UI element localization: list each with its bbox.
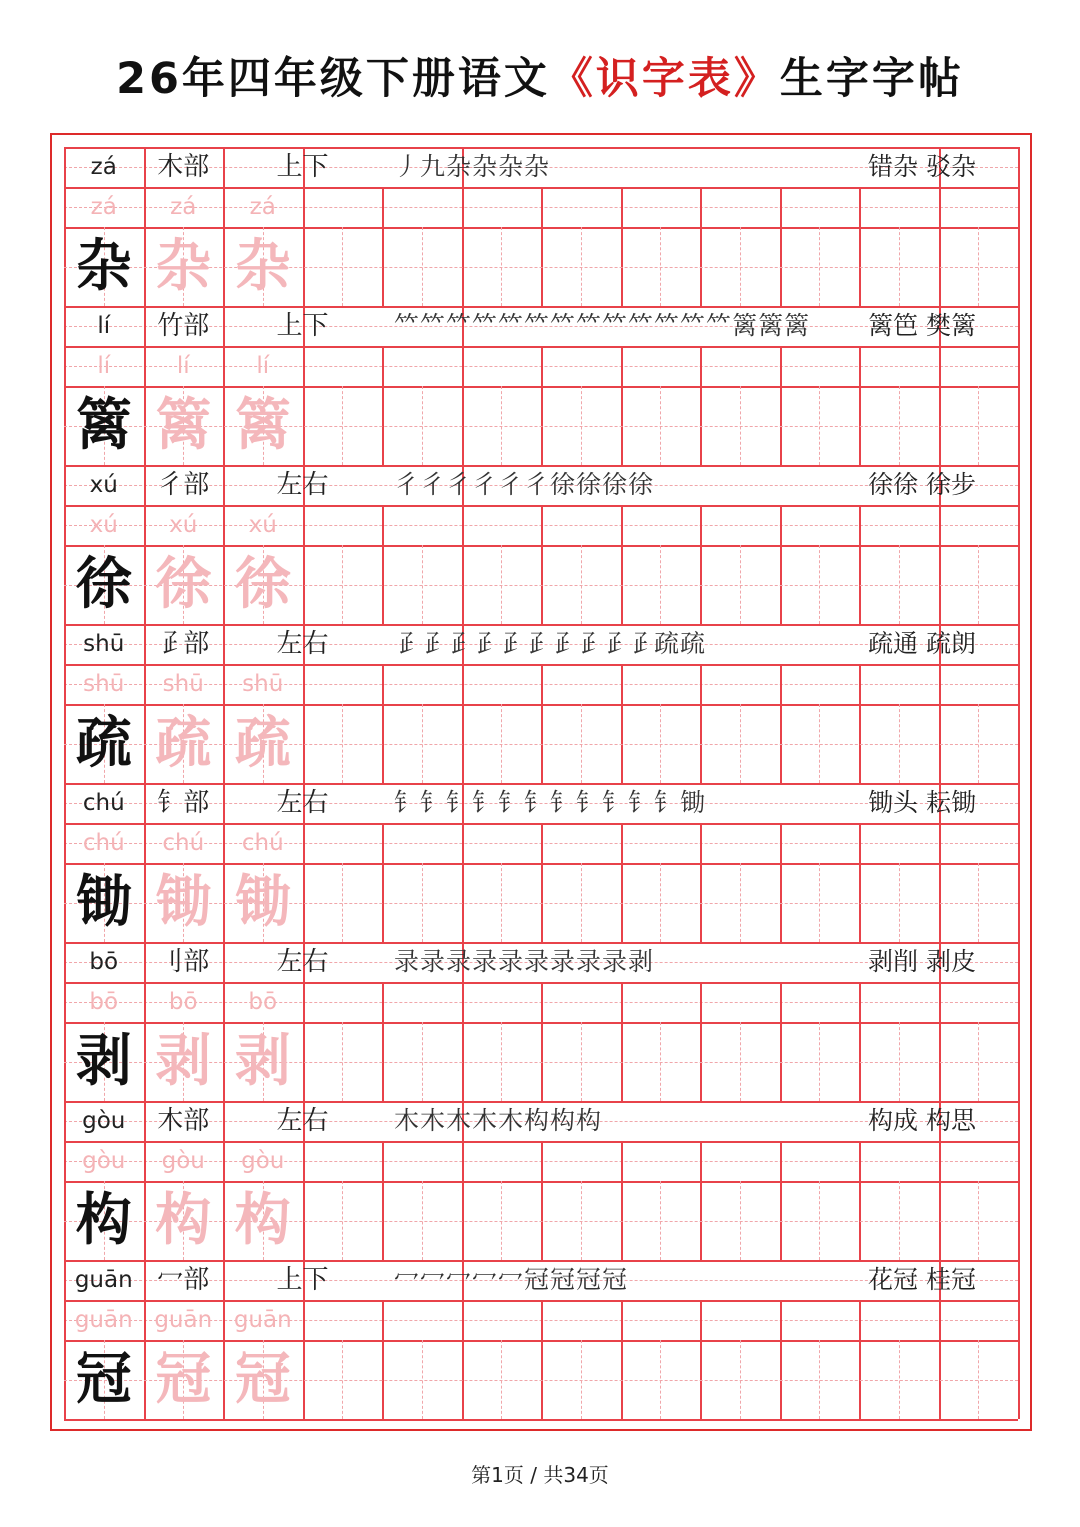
page-title — [0, 44, 1080, 114]
grid-line — [1018, 624, 1020, 783]
character-block — [64, 1101, 1018, 1260]
pinyin-trace: lí — [256, 353, 270, 379]
grid-line — [700, 1141, 702, 1260]
stroke-order: 𥫗𥫗𥫗𥫗𥫗𥫗𥫗𥫗𥫗𥫗𥫗𥫗𥫗篱篱篱 — [394, 311, 811, 340]
grid-line — [621, 823, 623, 942]
grid-line — [780, 346, 782, 465]
radical: 钅部 — [157, 788, 210, 818]
grid-line — [382, 187, 384, 306]
grid-line — [700, 823, 702, 942]
structure: 左右 — [276, 947, 329, 977]
stroke-order: 彳彳彳彳彳彳徐徐徐徐 — [394, 470, 655, 499]
pinyin-trace: xú — [169, 512, 198, 538]
stroke-order: 丿九杂杂杂杂 — [394, 152, 551, 181]
pinyin-trace: chú — [82, 830, 125, 856]
character: 锄 — [75, 869, 132, 935]
grid-line — [382, 505, 384, 624]
grid-line — [382, 1300, 384, 1419]
pinyin: xú — [89, 472, 118, 498]
grid-line — [780, 1141, 782, 1260]
character-trace: 疏 — [234, 710, 291, 776]
pinyin-trace: chú — [241, 830, 284, 856]
stroke-order: 冖冖冖冖冖冠冠冠冠 — [394, 1265, 629, 1294]
grid-line — [621, 187, 623, 306]
pinyin-trace: guān — [233, 1307, 292, 1333]
grid-line — [780, 187, 782, 306]
pinyin-trace: lí — [97, 353, 111, 379]
character: 杂 — [75, 233, 132, 299]
radical: 木部 — [157, 1106, 210, 1136]
character-block — [64, 783, 1018, 942]
title-prefix: 26年四年级下册语文 — [116, 54, 550, 104]
page-footer: 第1页 / 共34页 — [471, 1463, 609, 1487]
grid-line — [700, 187, 702, 306]
character: 疏 — [75, 710, 132, 776]
grid-line — [382, 1141, 384, 1260]
character-trace: 冠 — [155, 1346, 212, 1412]
character-trace: 杂 — [155, 233, 212, 299]
stroke-order: 录录录录录录录录录剥 — [394, 947, 655, 976]
character-trace: 剥 — [155, 1028, 212, 1094]
pinyin-trace: guān — [74, 1307, 133, 1333]
grid-line — [859, 982, 861, 1101]
character-trace: 锄 — [234, 869, 291, 935]
grid-line — [621, 982, 623, 1101]
pinyin: zá — [90, 154, 117, 180]
pinyin: bō — [89, 949, 119, 975]
character-block — [64, 942, 1018, 1101]
pinyin-trace: shū — [83, 671, 125, 697]
pinyin: gòu — [82, 1108, 126, 1134]
title-highlight: 《识字表》 — [549, 54, 780, 104]
stroke-order: 𤴔𤴔𤴔𤴔𤴔𤴔𤴔𤴔𤴔𤴔疏疏 — [394, 629, 707, 658]
grid-line — [541, 664, 543, 783]
grid-line — [780, 982, 782, 1101]
structure: 左右 — [276, 788, 329, 818]
radical: 竹部 — [157, 311, 210, 341]
practice-grid — [64, 147, 1018, 1419]
example-words: 徐徐 徐步 — [868, 470, 976, 499]
grid-line — [1018, 1101, 1020, 1260]
character-trace: 构 — [155, 1187, 212, 1253]
character-trace: 锄 — [155, 869, 212, 935]
character-block — [64, 306, 1018, 465]
pinyin-trace: gòu — [241, 1148, 285, 1174]
pinyin: lí — [97, 313, 111, 339]
grid-line — [1018, 147, 1020, 306]
pinyin-trace: bō — [168, 989, 198, 1015]
grid-line — [541, 346, 543, 465]
grid-line — [1018, 783, 1020, 942]
example-words: 锄头 耘锄 — [868, 788, 976, 817]
character-trace: 篱 — [234, 392, 291, 458]
grid-line — [1018, 465, 1020, 624]
pinyin: guān — [74, 1267, 133, 1293]
structure: 上下 — [276, 1265, 329, 1295]
pinyin-trace: xú — [248, 512, 277, 538]
pinyin-trace: xú — [89, 512, 118, 538]
character-block — [64, 1260, 1018, 1419]
character-block — [64, 465, 1018, 624]
example-words: 错杂 驳杂 — [868, 152, 976, 181]
grid-line — [780, 505, 782, 624]
structure: 左右 — [276, 470, 329, 500]
pinyin-trace: chú — [162, 830, 205, 856]
radical: 刂部 — [157, 947, 210, 977]
grid-line — [541, 982, 543, 1101]
grid-line — [621, 1300, 623, 1419]
grid-line — [541, 187, 543, 306]
character-trace: 篱 — [155, 392, 212, 458]
radical: 冖部 — [157, 1265, 210, 1295]
grid-line — [621, 664, 623, 783]
grid-line — [859, 1141, 861, 1260]
pinyin-trace: shū — [242, 671, 284, 697]
character-trace: 徐 — [155, 551, 212, 617]
grid-line — [621, 1141, 623, 1260]
grid-line — [382, 664, 384, 783]
grid-line — [382, 982, 384, 1101]
pinyin-trace: gòu — [161, 1148, 205, 1174]
grid-line — [621, 505, 623, 624]
pinyin: chú — [82, 790, 125, 816]
pinyin-trace: lí — [176, 353, 190, 379]
structure: 上下 — [276, 311, 329, 341]
character-trace: 疏 — [155, 710, 212, 776]
character-trace: 杂 — [234, 233, 291, 299]
grid-line — [1018, 1260, 1020, 1419]
example-words: 构成 构思 — [868, 1106, 976, 1135]
structure: 上下 — [276, 152, 329, 182]
stroke-order: 木木木木木构构构 — [394, 1106, 603, 1135]
grid-line — [700, 982, 702, 1101]
character: 构 — [75, 1187, 132, 1253]
grid-line — [700, 1300, 702, 1419]
character: 篱 — [75, 392, 132, 458]
pinyin-trace: zá — [90, 194, 117, 220]
example-words: 花冠 桂冠 — [868, 1265, 976, 1294]
grid-line — [382, 823, 384, 942]
pinyin-trace: zá — [170, 194, 197, 220]
character: 剥 — [75, 1028, 132, 1094]
grid-line — [780, 664, 782, 783]
grid-line — [1018, 306, 1020, 465]
grid-line — [859, 187, 861, 306]
grid-line — [541, 505, 543, 624]
example-words: 疏通 疏朗 — [868, 629, 976, 658]
example-words: 剥削 剥皮 — [868, 947, 976, 976]
grid-line — [621, 346, 623, 465]
character-trace: 构 — [234, 1187, 291, 1253]
pinyin-trace: bō — [248, 989, 278, 1015]
pinyin-trace: bō — [89, 989, 119, 1015]
grid-line — [859, 346, 861, 465]
character: 徐 — [75, 551, 132, 617]
radical: 𤴔部 — [157, 629, 210, 659]
radical: 木部 — [157, 152, 210, 182]
grid-line — [700, 664, 702, 783]
structure: 左右 — [276, 629, 329, 659]
grid-line — [541, 1141, 543, 1260]
pinyin-trace: zá — [249, 194, 276, 220]
grid-line — [859, 505, 861, 624]
character-trace: 徐 — [234, 551, 291, 617]
grid-line — [780, 1300, 782, 1419]
pinyin-trace: shū — [162, 671, 204, 697]
stroke-order: 钅钅钅钅钅钅钅钅钅钅钅锄 — [394, 788, 707, 817]
radical: 彳部 — [157, 470, 210, 500]
title-suffix: 生字字帖 — [779, 54, 964, 104]
grid-line — [1018, 942, 1020, 1101]
character-block — [64, 147, 1018, 306]
pinyin-trace: guān — [154, 1307, 213, 1333]
character-trace: 冠 — [234, 1346, 291, 1412]
grid-line — [700, 346, 702, 465]
grid-line — [541, 823, 543, 942]
grid-line — [541, 1300, 543, 1419]
grid-line — [859, 664, 861, 783]
grid-line — [700, 505, 702, 624]
character-block — [64, 624, 1018, 783]
pinyin: shū — [83, 631, 125, 657]
character-trace: 剥 — [234, 1028, 291, 1094]
grid-line — [859, 823, 861, 942]
structure: 左右 — [276, 1106, 329, 1136]
pinyin-trace: gòu — [82, 1148, 126, 1174]
grid-line — [64, 1419, 1018, 1421]
grid-line — [382, 346, 384, 465]
grid-line — [859, 1300, 861, 1419]
character: 冠 — [75, 1346, 132, 1412]
example-words: 篱笆 樊篱 — [868, 311, 976, 340]
grid-line — [780, 823, 782, 942]
